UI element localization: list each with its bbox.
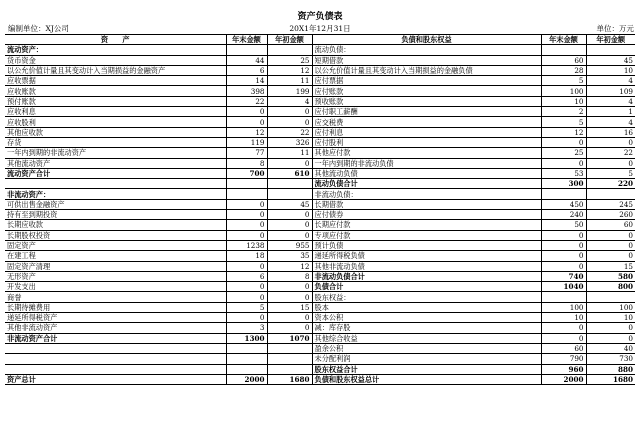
- liability-label: 应付职工薪酬: [312, 107, 541, 117]
- asset-label: 递延所得税资产: [5, 313, 226, 323]
- asset-year-end: 0: [226, 313, 267, 323]
- table-row: [5, 76, 635, 86]
- asset-label: 应收股利: [5, 117, 226, 127]
- table-row: [5, 282, 635, 292]
- asset-label: 其他应收款: [5, 127, 226, 137]
- table-row: [5, 313, 635, 323]
- report-date: 20X1年12月31日: [289, 24, 351, 33]
- liability-year-end: 100: [541, 302, 586, 312]
- liability-year-end: 10: [541, 313, 586, 323]
- asset-year-begin: [267, 45, 312, 55]
- liability-year-begin: 0: [586, 323, 635, 333]
- asset-label: 固定资产: [5, 240, 226, 250]
- asset-label: 可供出售金融资产: [5, 199, 226, 209]
- balance-table: [5, 34, 635, 385]
- asset-label: 资产总计: [5, 374, 226, 384]
- asset-label: [5, 179, 226, 189]
- asset-year-end: 0: [226, 261, 267, 271]
- liability-year-end: 25: [541, 148, 586, 158]
- asset-year-begin: 0: [267, 220, 312, 230]
- asset-label: 开发支出: [5, 282, 226, 292]
- liability-label: 应付股利: [312, 137, 541, 147]
- liability-label: 应付利息: [312, 127, 541, 137]
- asset-label: 非流动资产：: [5, 189, 226, 199]
- header-year-end: 年末金额: [226, 35, 267, 45]
- asset-year-end: 3: [226, 323, 267, 333]
- asset-year-begin: [267, 189, 312, 199]
- liability-label: 负债合计: [312, 282, 541, 292]
- liability-label: 其他流动负债: [312, 168, 541, 178]
- asset-year-end: [226, 189, 267, 199]
- table-row: [5, 374, 635, 384]
- asset-year-end: 44: [226, 55, 267, 65]
- table-row: [5, 240, 635, 250]
- liability-year-end: 0: [541, 323, 586, 333]
- liability-year-begin: 260: [586, 210, 635, 220]
- header-year-begin: 年初金额: [267, 35, 312, 45]
- table-row: [5, 210, 635, 220]
- asset-year-begin: 0: [267, 292, 312, 302]
- asset-label: 在建工程: [5, 251, 226, 261]
- liability-year-end: 2000: [541, 374, 586, 384]
- asset-year-end: 0: [226, 107, 267, 117]
- sheet-title: 资产负债表: [297, 12, 343, 22]
- liability-year-end: 60: [541, 343, 586, 353]
- asset-year-begin: [267, 179, 312, 189]
- liability-year-end: 790: [541, 354, 586, 364]
- header-year-end-2: 年末金额: [541, 35, 586, 45]
- table-row: [5, 333, 635, 343]
- liability-label: 其他综合收益: [312, 333, 541, 343]
- liability-label: 应交税费: [312, 117, 541, 127]
- liability-year-end: [541, 292, 586, 302]
- asset-year-begin: 0: [267, 282, 312, 292]
- liability-label: 其他应付款: [312, 148, 541, 158]
- liability-label: 股本: [312, 302, 541, 312]
- table-row: [5, 343, 635, 353]
- asset-year-end: 18: [226, 251, 267, 261]
- liability-year-begin: 0: [586, 240, 635, 250]
- liability-year-begin: 880: [586, 364, 635, 374]
- liability-label: 盈余公积: [312, 343, 541, 353]
- liability-year-begin: 40: [586, 343, 635, 353]
- liability-label: 以公允价值计量且其变动计入当期损益的金融负债: [312, 65, 541, 75]
- asset-year-end: 119: [226, 137, 267, 147]
- liability-year-begin: 45: [586, 55, 635, 65]
- table-row: [5, 302, 635, 312]
- asset-year-end: 22: [226, 96, 267, 106]
- asset-year-begin: [267, 364, 312, 374]
- table-row: [5, 127, 635, 137]
- asset-label: 长期股权投资: [5, 230, 226, 240]
- liability-year-begin: 4: [586, 76, 635, 86]
- liability-label: 应付票据: [312, 76, 541, 86]
- asset-label: [5, 364, 226, 374]
- asset-year-end: [226, 354, 267, 364]
- liability-label: 其他非流动负债: [312, 261, 541, 271]
- unit-label: 单位：万元: [596, 24, 634, 33]
- liability-year-end: 5: [541, 117, 586, 127]
- liability-year-begin: 100: [586, 302, 635, 312]
- liability-label: 长期应付款: [312, 220, 541, 230]
- table-row: [5, 271, 635, 281]
- liability-year-begin: 0: [586, 137, 635, 147]
- liability-label: 流动负债合计: [312, 179, 541, 189]
- table-row: [5, 65, 635, 75]
- liability-year-end: 0: [541, 333, 586, 343]
- table-row: [5, 96, 635, 106]
- asset-year-end: 2000: [226, 374, 267, 384]
- table-header-row: [5, 35, 635, 45]
- asset-year-begin: 45: [267, 199, 312, 209]
- liability-year-end: 12: [541, 127, 586, 137]
- liability-year-end: 0: [541, 137, 586, 147]
- asset-year-begin: 955: [267, 240, 312, 250]
- header-asset: 资 产: [5, 35, 226, 45]
- liability-label: 股东权益合计: [312, 364, 541, 374]
- asset-year-begin: 0: [267, 313, 312, 323]
- liability-label: 短期借款: [312, 55, 541, 65]
- liability-year-end: 53: [541, 168, 586, 178]
- asset-year-end: 0: [226, 210, 267, 220]
- asset-year-begin: 11: [267, 76, 312, 86]
- liability-year-begin: 800: [586, 282, 635, 292]
- liability-label: 长期借款: [312, 199, 541, 209]
- liability-year-end: 50: [541, 220, 586, 230]
- table-row: [5, 230, 635, 240]
- asset-label: 应收票据: [5, 76, 226, 86]
- asset-year-end: 5: [226, 302, 267, 312]
- table-row: [5, 158, 635, 168]
- liability-year-end: [541, 189, 586, 199]
- liability-year-begin: [586, 189, 635, 199]
- asset-year-end: 1238: [226, 240, 267, 250]
- liability-year-end: 740: [541, 271, 586, 281]
- table-row: [5, 168, 635, 178]
- asset-label: 预付账款: [5, 96, 226, 106]
- asset-year-begin: [267, 343, 312, 353]
- liability-year-begin: 0: [586, 158, 635, 168]
- liability-label: 应付账款: [312, 86, 541, 96]
- asset-year-end: [226, 179, 267, 189]
- liability-year-end: 0: [541, 251, 586, 261]
- table-row: [5, 179, 635, 189]
- asset-year-begin: 610: [267, 168, 312, 178]
- asset-label: 无形资产: [5, 271, 226, 281]
- asset-label: 一年内到期的非流动资产: [5, 148, 226, 158]
- asset-year-end: 12: [226, 127, 267, 137]
- liability-year-begin: 4: [586, 117, 635, 127]
- liability-year-begin: [586, 45, 635, 55]
- asset-label: 长期待摊费用: [5, 302, 226, 312]
- liability-year-end: 240: [541, 210, 586, 220]
- table-row: [5, 55, 635, 65]
- asset-label: 其他流动资产: [5, 158, 226, 168]
- liability-year-end: 0: [541, 240, 586, 250]
- asset-label: [5, 354, 226, 364]
- asset-year-end: 0: [226, 282, 267, 292]
- asset-year-end: [226, 364, 267, 374]
- asset-label: 应收利息: [5, 107, 226, 117]
- asset-year-begin: 326: [267, 137, 312, 147]
- asset-label: 固定资产清理: [5, 261, 226, 271]
- asset-year-end: 0: [226, 230, 267, 240]
- liability-year-begin: 1: [586, 107, 635, 117]
- asset-year-begin: [267, 354, 312, 364]
- asset-label: 非流动资产合计: [5, 333, 226, 343]
- liability-year-begin: 580: [586, 271, 635, 281]
- liability-year-begin: 1680: [586, 374, 635, 384]
- asset-label: 应收账款: [5, 86, 226, 96]
- table-row: [5, 220, 635, 230]
- table-row: [5, 148, 635, 158]
- liability-year-begin: 730: [586, 354, 635, 364]
- table-row: [5, 117, 635, 127]
- asset-year-begin: 0: [267, 158, 312, 168]
- table-row: [5, 323, 635, 333]
- asset-year-begin: 22: [267, 127, 312, 137]
- table-row: [5, 292, 635, 302]
- liability-year-begin: 4: [586, 96, 635, 106]
- asset-year-begin: 4: [267, 96, 312, 106]
- liability-year-begin: 15: [586, 261, 635, 271]
- table-row: [5, 199, 635, 209]
- asset-year-end: 0: [226, 220, 267, 230]
- liability-year-end: 0: [541, 158, 586, 168]
- asset-year-begin: 11: [267, 148, 312, 158]
- table-row: [5, 189, 635, 199]
- table-body: [5, 45, 635, 385]
- liability-year-end: 5: [541, 76, 586, 86]
- asset-year-end: 0: [226, 117, 267, 127]
- liability-year-begin: 245: [586, 199, 635, 209]
- asset-label: 商誉: [5, 292, 226, 302]
- liability-label: 应付债券: [312, 210, 541, 220]
- liability-year-end: 0: [541, 230, 586, 240]
- asset-year-begin: 0: [267, 323, 312, 333]
- asset-year-end: 398: [226, 86, 267, 96]
- liability-year-end: 450: [541, 199, 586, 209]
- company-label: 编制单位：XJ公司: [8, 24, 69, 33]
- liability-year-end: 1040: [541, 282, 586, 292]
- liability-year-begin: 0: [586, 251, 635, 261]
- asset-year-end: [226, 343, 267, 353]
- liability-label: 资本公积: [312, 313, 541, 323]
- asset-year-begin: 35: [267, 251, 312, 261]
- liability-year-begin: [586, 292, 635, 302]
- asset-year-begin: 0: [267, 107, 312, 117]
- asset-year-end: 6: [226, 65, 267, 75]
- asset-label: 以公允价值计量且其变动计入当期损益的金融资产: [5, 65, 226, 75]
- liability-year-end: 2: [541, 107, 586, 117]
- liability-year-end: 960: [541, 364, 586, 374]
- asset-label: 货币资金: [5, 55, 226, 65]
- header-liabilities-equity: 负债和股东权益: [312, 35, 541, 45]
- asset-year-end: 1300: [226, 333, 267, 343]
- table-row: [5, 251, 635, 261]
- liability-label: 预计负债: [312, 240, 541, 250]
- asset-label: 其他非流动资产: [5, 323, 226, 333]
- liability-label: 一年内到期的非流动负债: [312, 158, 541, 168]
- table-row: [5, 354, 635, 364]
- liability-year-end: 0: [541, 261, 586, 271]
- table-row: [5, 86, 635, 96]
- table-row: [5, 107, 635, 117]
- liability-year-begin: 16: [586, 127, 635, 137]
- liability-year-end: 100: [541, 86, 586, 96]
- asset-year-begin: 0: [267, 117, 312, 127]
- liability-year-begin: 0: [586, 333, 635, 343]
- asset-label: 长期应收款: [5, 220, 226, 230]
- liability-label: 预收账款: [312, 96, 541, 106]
- liability-label: 递延所得税负债: [312, 251, 541, 261]
- asset-year-begin: 0: [267, 210, 312, 220]
- asset-year-begin: 8: [267, 271, 312, 281]
- liability-year-begin: 220: [586, 179, 635, 189]
- liability-year-begin: 5: [586, 168, 635, 178]
- liability-year-begin: 0: [586, 230, 635, 240]
- asset-year-end: 0: [226, 199, 267, 209]
- asset-year-begin: 15: [267, 302, 312, 312]
- asset-label: [5, 343, 226, 353]
- liability-year-end: 28: [541, 65, 586, 75]
- header-year-begin-2: 年初金额: [586, 35, 635, 45]
- table-row: [5, 137, 635, 147]
- liability-label: 专项应付款: [312, 230, 541, 240]
- asset-year-begin: 12: [267, 65, 312, 75]
- liability-year-end: [541, 45, 586, 55]
- asset-year-begin: 199: [267, 86, 312, 96]
- liability-year-end: 10: [541, 96, 586, 106]
- liability-year-begin: 10: [586, 313, 635, 323]
- liability-year-end: 60: [541, 55, 586, 65]
- liability-label: 非流动负债合计: [312, 271, 541, 281]
- liability-year-begin: 22: [586, 148, 635, 158]
- table-row: [5, 45, 635, 55]
- asset-year-end: 0: [226, 292, 267, 302]
- liability-label: 非流动负债：: [312, 189, 541, 199]
- asset-year-end: [226, 45, 267, 55]
- asset-year-end: 700: [226, 168, 267, 178]
- asset-year-begin: 0: [267, 230, 312, 240]
- asset-label: 持有至到期投资: [5, 210, 226, 220]
- asset-label: 流动资产合计: [5, 168, 226, 178]
- asset-year-end: 8: [226, 158, 267, 168]
- liability-label: 减：库存股: [312, 323, 541, 333]
- asset-year-end: 77: [226, 148, 267, 158]
- asset-label: 流动资产：: [5, 45, 226, 55]
- asset-year-begin: 1680: [267, 374, 312, 384]
- liability-label: 股东权益：: [312, 292, 541, 302]
- liability-label: 未分配利润: [312, 354, 541, 364]
- asset-year-end: 14: [226, 76, 267, 86]
- liability-year-begin: 60: [586, 220, 635, 230]
- asset-year-begin: 12: [267, 261, 312, 271]
- asset-year-begin: 1070: [267, 333, 312, 343]
- liability-year-begin: 10: [586, 65, 635, 75]
- liability-label: 负债和股东权益总计: [312, 374, 541, 384]
- asset-year-begin: 25: [267, 55, 312, 65]
- liability-year-end: 300: [541, 179, 586, 189]
- asset-year-end: 6: [226, 271, 267, 281]
- table-row: [5, 364, 635, 374]
- asset-label: 存货: [5, 137, 226, 147]
- table-row: [5, 261, 635, 271]
- liability-label: 流动负债：: [312, 45, 541, 55]
- liability-year-begin: 109: [586, 86, 635, 96]
